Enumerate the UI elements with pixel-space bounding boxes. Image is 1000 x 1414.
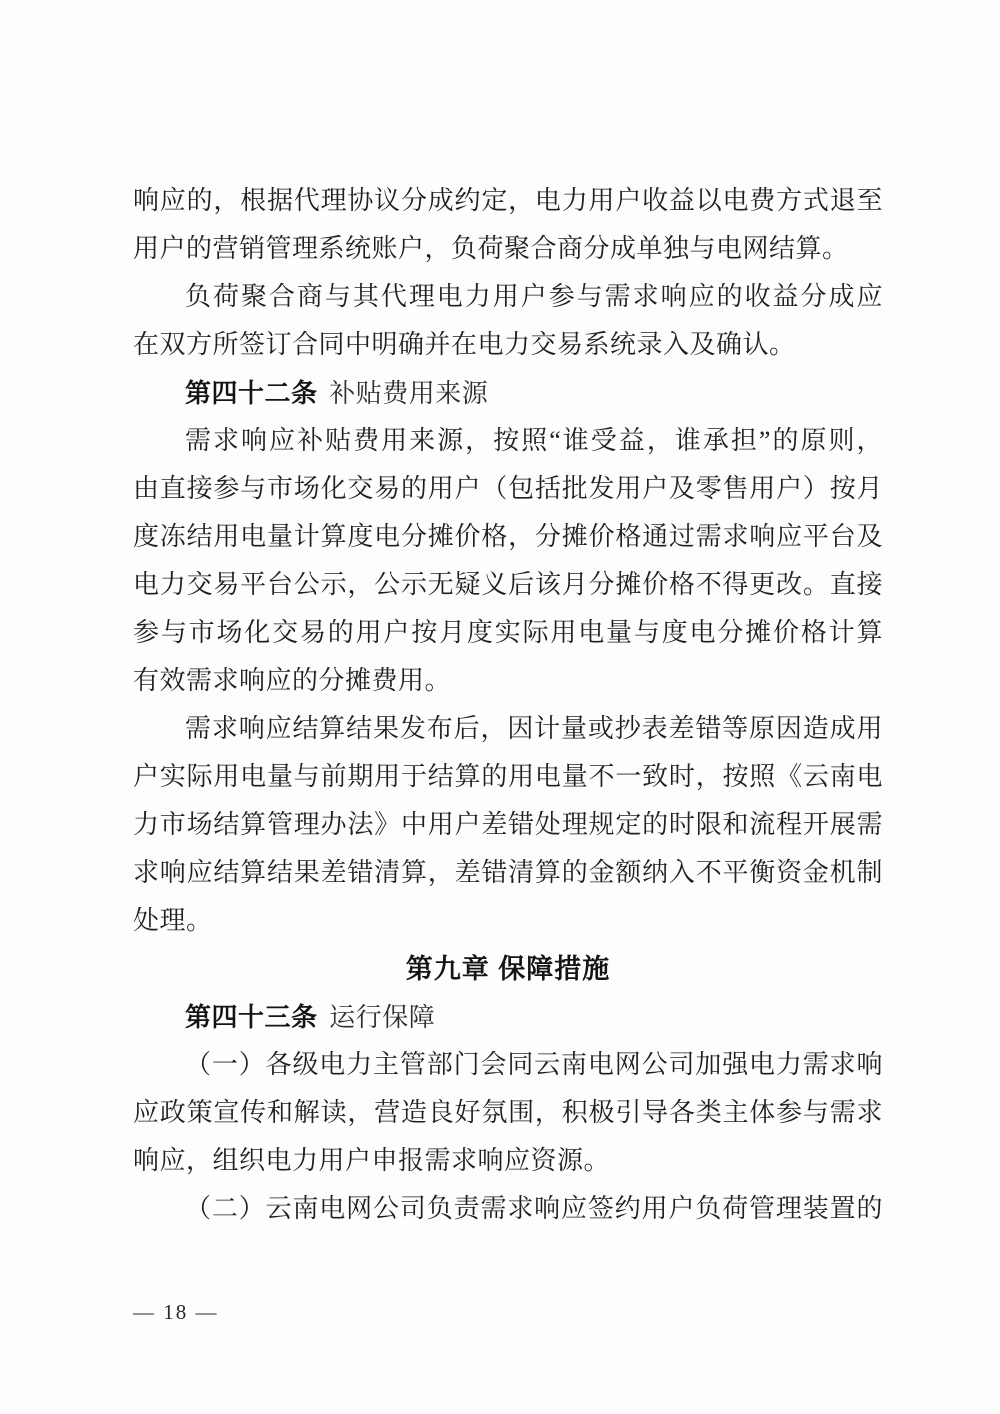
body-line: 有效需求响应的分摊费用。	[133, 666, 452, 695]
body-line: 在双方所签订合同中明确并在电力交易系统录入及确认。	[133, 330, 796, 359]
body-line: （二）云南电网公司负责需求响应签约用户负荷管理装置的	[185, 1194, 883, 1223]
body-line: 由直接参与市场化交易的用户（包括批发用户及零售用户）按月	[133, 474, 883, 503]
body-line: （一）各级电力主管部门会同云南电网公司加强电力需求响	[185, 1050, 883, 1079]
document-body	[133, 177, 883, 1233]
body-line: 用户的营销管理系统账户，负荷聚合商分成单独与电网结算。	[133, 234, 849, 263]
body-line: 户实际用电量与前期用于结算的用电量不一致时，按照《云南电	[133, 762, 883, 791]
page-number: — 18 —	[133, 1300, 219, 1324]
article-heading	[133, 369, 883, 417]
article-title: 运行保障	[329, 1003, 436, 1032]
article-title: 补贴费用来源	[329, 379, 489, 408]
body-line: 力市场结算管理办法》中用户差错处理规定的时限和流程开展需	[133, 810, 883, 839]
page-footer	[133, 1300, 219, 1325]
body-line: 响应，组织电力用户申报需求响应资源。	[133, 1146, 611, 1175]
body-line: 电力交易平台公示，公示无疑义后该月分摊价格不得更改。直接	[133, 570, 883, 599]
body-line: 响应的，根据代理协议分成约定，电力用户收益以电费方式退至	[133, 186, 883, 215]
body-line: 应政策宣传和解读，营造良好氛围，积极引导各类主体参与需求	[133, 1098, 883, 1127]
article-heading	[133, 993, 883, 1041]
body-line: 处理。	[133, 906, 213, 935]
chapter-heading: 第九章 保障措施	[405, 954, 611, 984]
body-line: 负荷聚合商与其代理电力用户参与需求响应的收益分成应	[185, 282, 883, 311]
body-line: 度冻结用电量计算度电分摊价格，分摊价格通过需求响应平台及	[133, 522, 883, 551]
article-number: 第四十三条	[185, 1002, 318, 1032]
body-line: 需求响应补贴费用来源，按照“谁受益，谁承担”的原则，	[185, 426, 883, 455]
article-number: 第四十二条	[185, 378, 318, 408]
body-line: 参与市场化交易的用户按月度实际用电量与度电分摊价格计算	[133, 618, 883, 647]
body-line: 求响应结算结果差错清算，差错清算的金额纳入不平衡资金机制	[133, 858, 883, 887]
body-line: 需求响应结算结果发布后，因计量或抄表差错等原因造成用	[185, 714, 883, 743]
